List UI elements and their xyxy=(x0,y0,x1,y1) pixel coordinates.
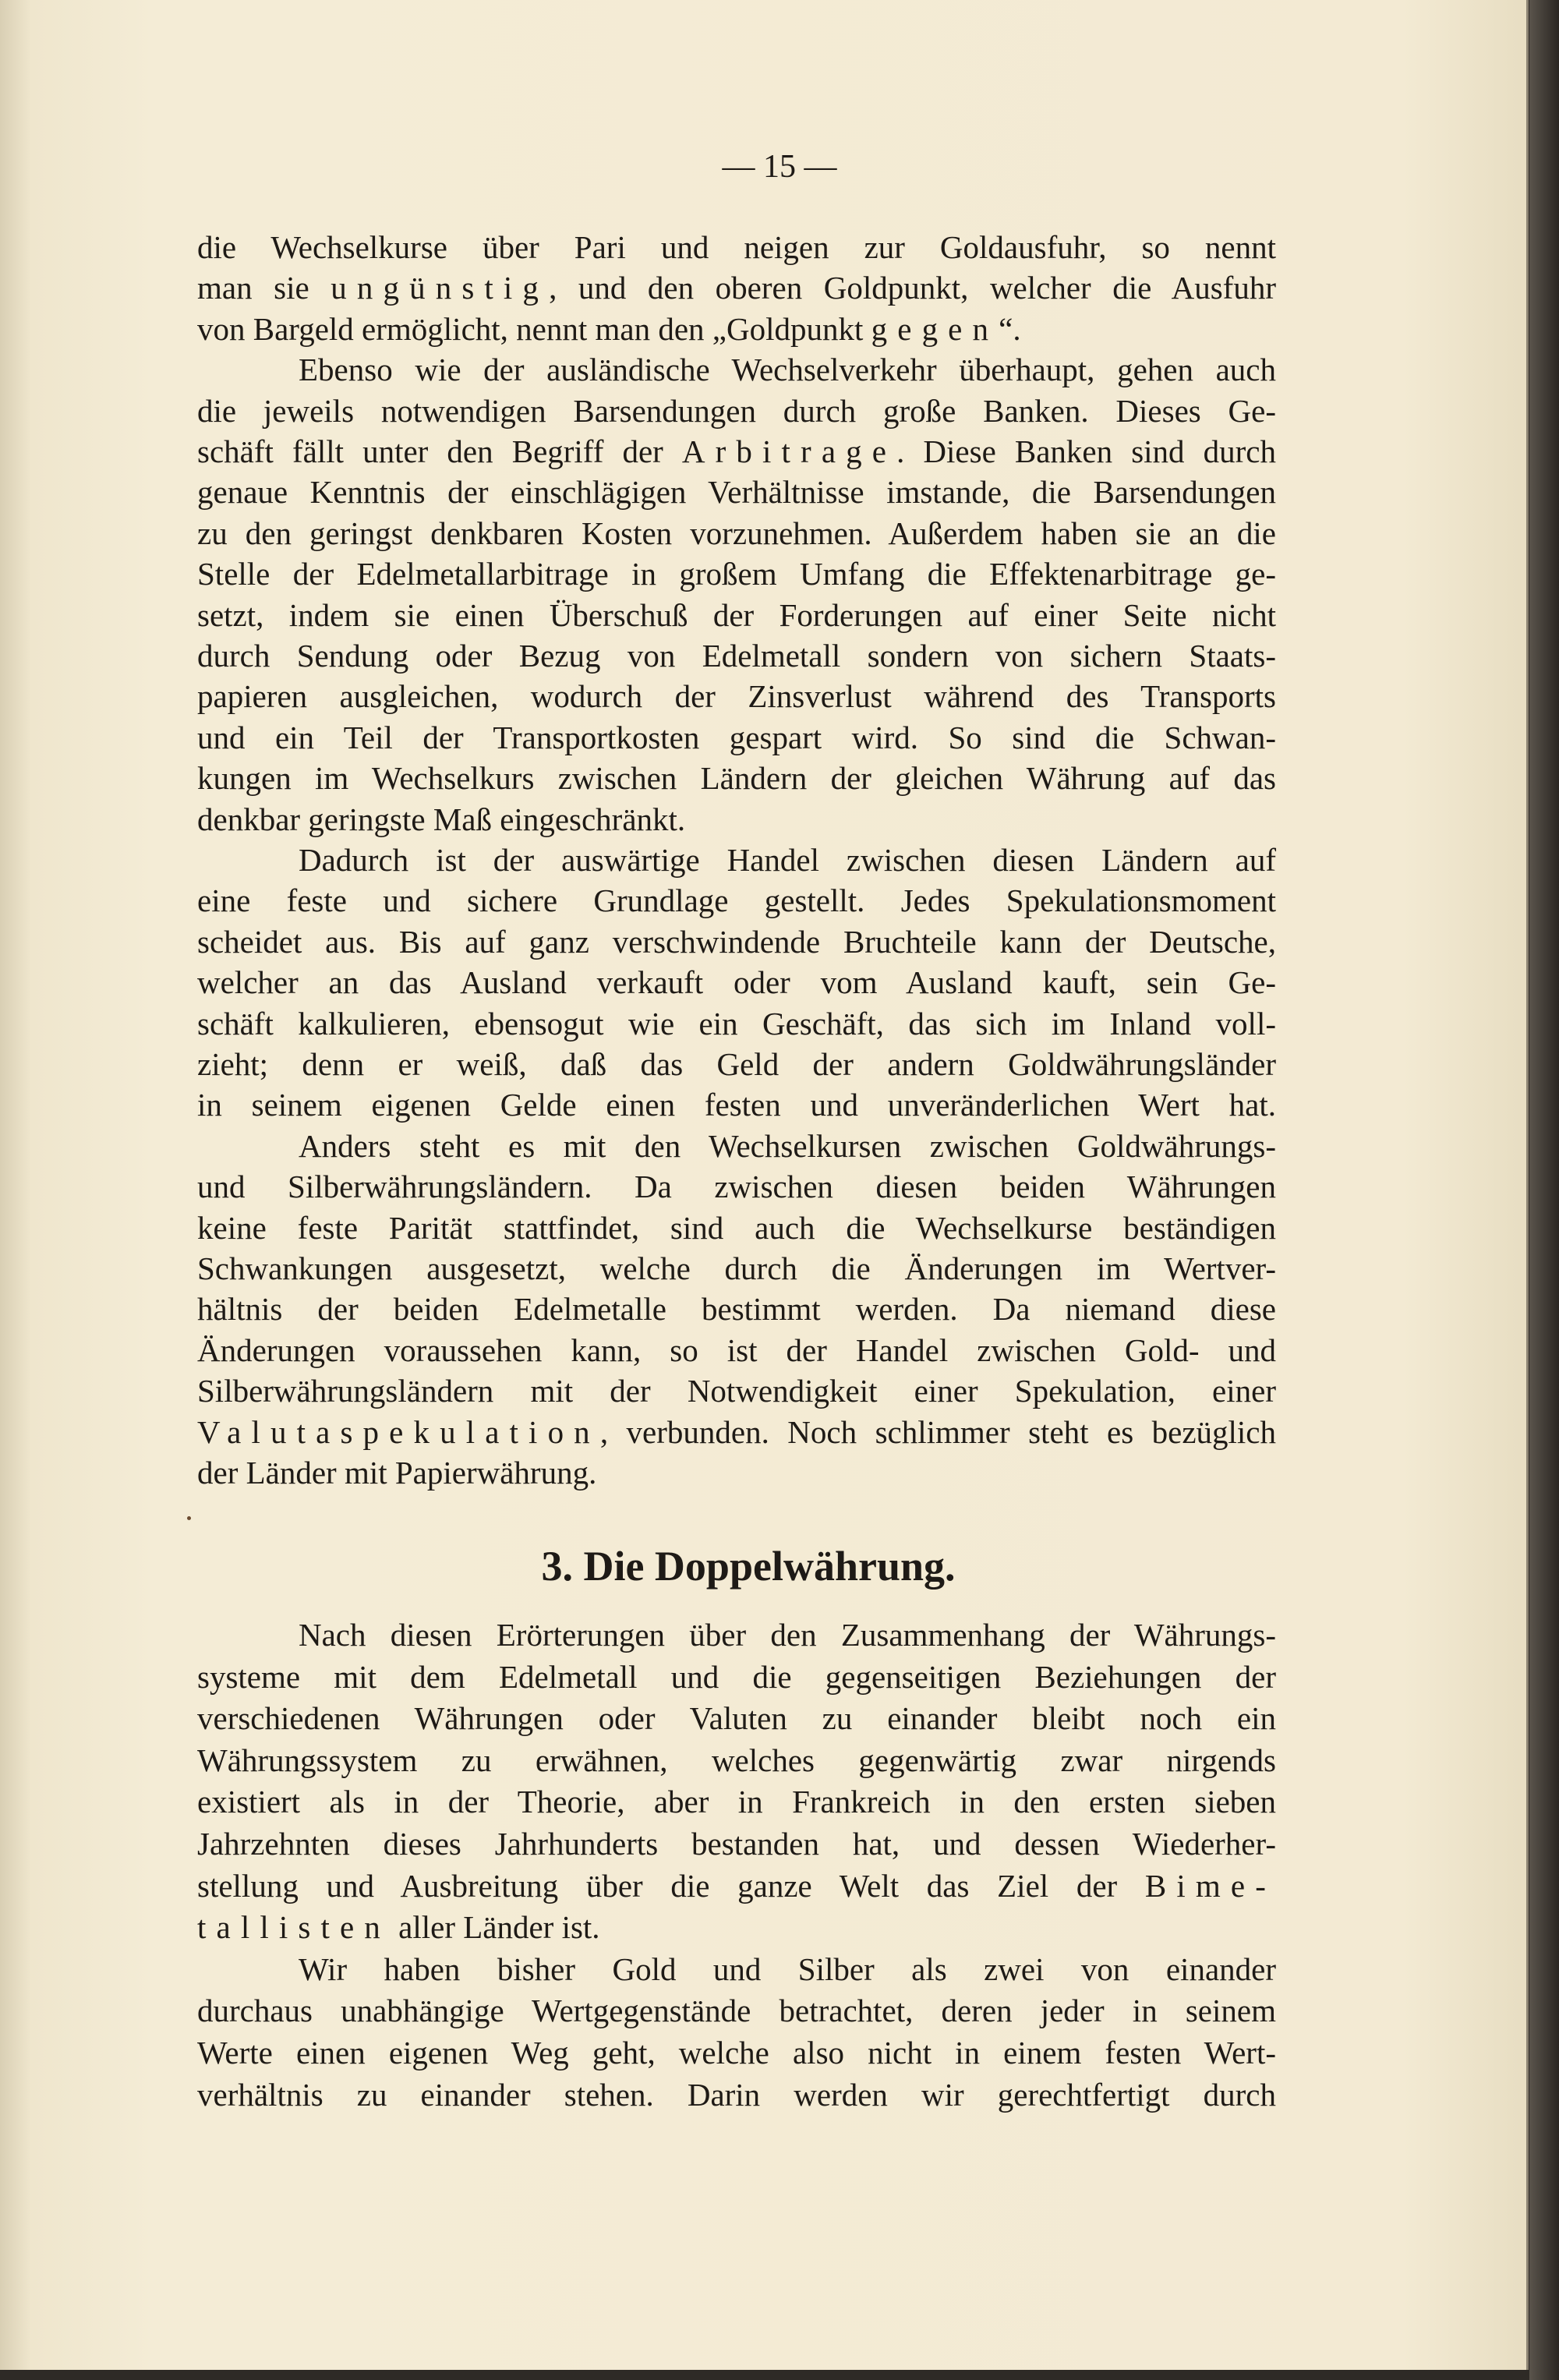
text-line xyxy=(197,472,1276,511)
text-run: die Wechselkurse über Pari und neigen zur Goldausfuhr, so nennt xyxy=(197,229,1276,265)
text-line xyxy=(197,1331,1276,1370)
text-line xyxy=(197,1045,1276,1084)
text-line xyxy=(197,677,1276,716)
text-line xyxy=(197,1866,1276,1905)
text-line xyxy=(197,1371,1276,1410)
text-line xyxy=(197,554,1276,593)
text-run: genaue Kenntnis der einschlägigen Verhältnisse imstande, die Barsendungen xyxy=(197,474,1276,511)
ink-speck xyxy=(187,1516,191,1520)
text-run: Ebenso wie der ausländische Wechselverkehr überhaupt, gehen auch xyxy=(299,352,1276,388)
text-run: zu den geringst denkbaren Kosten vorzunehmen. Außerdem haben sie an die xyxy=(197,515,1276,551)
text-run: verhältnis zu einander stehen. Darin werden wir gerechtfertigt durch xyxy=(197,2076,1276,2113)
text-line xyxy=(197,636,1276,675)
text-line xyxy=(197,1249,1276,1288)
scan-background-edge xyxy=(1529,0,1559,2380)
text-line xyxy=(197,1741,1276,1780)
text-line xyxy=(197,1085,1276,1124)
text-run: eine feste und sichere Grundlage gestellt. Jedes Spekulationsmoment xyxy=(197,882,1276,919)
text-run: durchaus unabhängige Wertgegenstände betrachtet, deren jeder in seinem xyxy=(197,1993,1276,2029)
text-run: schäft fällt unter den Begriff der xyxy=(197,433,682,469)
spaced-emphasis: Arbitrage xyxy=(681,433,897,469)
text-line xyxy=(197,1289,1276,1328)
text-line xyxy=(197,1908,1276,1947)
text-run: hältnis der beiden Edelmetalle bestimmt werden. Da niemand diese xyxy=(197,1291,1276,1328)
text-line xyxy=(197,432,1276,471)
text-line xyxy=(197,268,1276,307)
text-run: kungen im Wechselkurs zwischen Ländern der gleichen Währung auf das xyxy=(197,760,1276,797)
text-line xyxy=(197,309,1276,348)
text-line xyxy=(197,1413,1276,1452)
text-line xyxy=(197,1824,1276,1863)
spaced-emphasis: Valutaspekulation xyxy=(197,1413,600,1450)
spaced-emphasis: tallisten xyxy=(197,1909,391,1946)
page-number: — 15 — xyxy=(722,149,837,185)
text-line xyxy=(197,840,1276,879)
text-line xyxy=(197,228,1276,267)
text-line xyxy=(197,759,1276,797)
spaced-emphasis: Bime- xyxy=(1144,1867,1276,1904)
text-run: keine feste Parität stattfindet, sind auch die Wechselkurse beständigen xyxy=(197,1209,1276,1246)
text-run: und Silberwährungsländern. Da zwischen diesen beiden Währungen xyxy=(197,1169,1276,1205)
text-run: existiert als in der Theorie, aber in Frankreich in den ersten sieben xyxy=(197,1784,1276,1820)
text-line xyxy=(197,1208,1276,1247)
text-run: der Länder mit Papierwährung. xyxy=(197,1455,597,1491)
text-line xyxy=(197,963,1276,1002)
text-run: Wir haben bisher Gold und Silber als zwei von einander xyxy=(299,1950,1276,1987)
text-line xyxy=(197,391,1276,430)
text-run: Jahrzehnten dieses Jahrhunderts bestanden hat, und dessen Wiederher- xyxy=(197,1826,1276,1862)
text-line xyxy=(197,1453,1276,1492)
section-heading: 3. Die Doppelwährung. xyxy=(541,1543,956,1590)
text-run: . Diese Banken sind durch xyxy=(896,433,1276,469)
text-run: scheidet aus. Bis auf ganz verschwindende Bruchteile kann der Deutsche, xyxy=(197,923,1276,960)
text-run: , verbunden. Noch schlimmer steht es bezüglich xyxy=(599,1413,1276,1450)
spaced-emphasis: ungünstig xyxy=(331,270,550,306)
text-line xyxy=(197,800,1276,839)
text-line xyxy=(197,718,1276,757)
text-line xyxy=(197,1657,1276,1696)
text-line xyxy=(197,1126,1276,1165)
text-run: Anders steht es mit den Wechselkursen zwischen Goldwährungs- xyxy=(299,1127,1276,1164)
text-run: Werte einen eigenen Weg geht, welche also nicht in einem festen Wert- xyxy=(197,2035,1276,2071)
text-line xyxy=(197,2075,1276,2114)
text-run: denkbar geringste Maß eingeschränkt. xyxy=(197,801,686,837)
text-line xyxy=(197,1699,1276,1738)
text-run: Nach diesen Erörterungen über den Zusammenhang der Währungs- xyxy=(299,1617,1276,1653)
text-line xyxy=(197,1950,1276,1989)
text-run: stellung und Ausbreitung über die ganze Welt das Ziel der xyxy=(197,1867,1145,1904)
text-run: Dadurch ist der auswärtige Handel zwischen diesen Ländern auf xyxy=(299,842,1276,878)
text-line xyxy=(197,881,1276,920)
text-run: setzt, indem sie einen Überschuß der Forderungen auf einer Seite nicht xyxy=(197,596,1276,633)
text-run: man sie xyxy=(197,270,331,306)
text-run: durch Sendung oder Bezug von Edelmetall sondern von sichern Staats- xyxy=(197,638,1276,674)
text-run: Stelle der Edelmetallarbitrage in großem Umfang die Effektenarbitrage ge- xyxy=(197,556,1276,592)
text-run: Schwankungen ausgesetzt, welche durch die Änderungen im Wertver- xyxy=(197,1250,1276,1286)
text-run: schäft kalkulieren, ebensogut wie ein Geschäft, das sich im Inland voll- xyxy=(197,1005,1276,1041)
text-run: verschiedenen Währungen oder Valuten zu einander bleibt noch ein xyxy=(197,1700,1276,1737)
text-line xyxy=(197,922,1276,961)
text-run: “. xyxy=(999,310,1021,347)
text-run: und ein Teil der Transportkosten gespart wird. So sind die Schwan- xyxy=(197,719,1276,755)
text-line xyxy=(197,1167,1276,1206)
text-run: Silberwährungsländern mit der Notwendigkeit einer Spekulation, einer xyxy=(197,1373,1276,1409)
text-run: systeme mit dem Edelmetall und die gegenseitigen Beziehungen der xyxy=(197,1658,1276,1695)
text-line xyxy=(197,1615,1276,1654)
text-line xyxy=(197,350,1276,389)
text-run: welcher an das Ausland verkauft oder vom Ausland kauft, sein Ge- xyxy=(197,964,1276,1001)
text-run: , und den oberen Goldpunkt, welcher die Ausfuhr xyxy=(549,270,1276,306)
text-run: von Bargeld ermöglicht, nennt man den „Goldpunkt xyxy=(197,310,871,347)
text-line xyxy=(197,2033,1276,2072)
text-run: Währungssystem zu erwähnen, welches gegenwärtig zwar nirgends xyxy=(197,1742,1276,1778)
text-run: die jeweils notwendigen Barsendungen durch große Banken. Dieses Ge- xyxy=(197,392,1276,429)
text-run: papieren ausgleichen, wodurch der Zinsverlust während des Transports xyxy=(197,678,1276,715)
text-line xyxy=(197,1004,1276,1043)
text-run: aller Länder ist. xyxy=(390,1909,600,1946)
text-line xyxy=(197,1782,1276,1821)
text-run: zieht; denn er weiß, daß das Geld der andern Goldwährungsländer xyxy=(197,1046,1276,1082)
text-run: Änderungen voraussehen kann, so ist der Handel zwischen Gold- und xyxy=(197,1331,1276,1368)
spaced-emphasis: gegen xyxy=(871,310,999,347)
text-line xyxy=(197,1991,1276,2030)
text-line xyxy=(197,596,1276,635)
text-run: in seinem eigenen Gelde einen festen und unveränderlichen Wert hat. xyxy=(197,1087,1276,1123)
text-line xyxy=(197,514,1276,553)
